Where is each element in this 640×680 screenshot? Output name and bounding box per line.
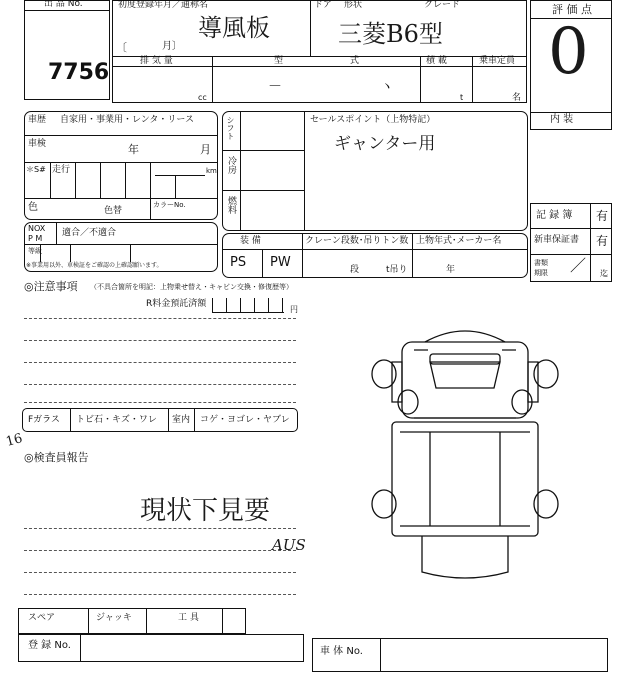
mileage-label: 走行 <box>52 165 71 175</box>
jack-label: ジャッキ <box>96 613 132 623</box>
person-unit: 名 <box>512 93 522 103</box>
warranty-value: 有 <box>596 234 609 248</box>
ps-label: PS <box>230 255 247 270</box>
door-label: ドア <box>314 0 332 10</box>
pw-label: PW <box>270 255 291 270</box>
type-label: 型 <box>274 56 284 66</box>
recycle-label: R料金預託済額 <box>146 299 207 309</box>
ton-unit: t <box>460 93 464 102</box>
grade-label: グレード <box>424 0 461 10</box>
record-value: 有 <box>596 209 609 223</box>
score-label: 評 価 点 <box>552 3 592 16</box>
pm-label: P M <box>28 234 43 243</box>
history-label: 車歴 <box>28 115 47 125</box>
registration-label: 登 録 No. <box>28 640 71 651</box>
registration-label: 初度登録年月／通称名 <box>118 0 209 10</box>
reg-bracket-left: 〔 <box>116 41 127 54</box>
caution-label: ◎注意事項 <box>24 280 78 293</box>
ac-label: 冷房 <box>226 156 236 174</box>
color-change-label: 色替 <box>104 206 123 216</box>
nox-status: 適合／不適合 <box>62 228 117 238</box>
type-value: － <box>268 79 282 95</box>
shift-label: シフト <box>226 116 235 140</box>
shape-label: 形状 <box>344 0 363 10</box>
interior-items: コゲ・ヨゴレ・ヤブレ <box>200 415 290 425</box>
interior-room-label: 室内 <box>172 415 191 425</box>
windshield <box>430 362 500 388</box>
cab-roof <box>425 331 505 342</box>
stage-unit: 段 <box>350 265 360 275</box>
nox-label: NOX <box>28 224 46 233</box>
body-year-unit: 年 <box>446 265 456 275</box>
truck-damage-diagram <box>370 322 560 592</box>
glass-label: Fガラス <box>28 415 60 425</box>
fine-print: ※事業用以外、車検証をご確認の上確認願います。 <box>26 262 163 269</box>
equip-label: 装 備 <box>240 236 261 246</box>
tools-label: 工 具 <box>178 613 199 623</box>
warranty-label: 新車保証書 <box>534 235 580 245</box>
yen-unit: 円 <box>290 305 298 314</box>
lift-unit: t吊り <box>386 265 408 275</box>
document-value: ／ <box>570 256 587 275</box>
report-handwritten: 現状下見要 <box>140 496 271 526</box>
reg-month-suffix: 月〕 <box>162 41 182 52</box>
fuel-label: 燃料 <box>226 196 236 214</box>
lot-number: 7756 <box>48 60 110 85</box>
aptitude-label: 等級 <box>28 247 42 255</box>
margin-number: 16 <box>4 431 25 450</box>
load-label: 積 載 <box>426 56 447 66</box>
formula-value: ヽ <box>380 79 394 95</box>
sales-point-handwritten: ギャンター用 <box>334 134 436 154</box>
sales-point-label: セールスポイント（上物特記） <box>310 115 436 125</box>
inspection-year-unit: 年 <box>128 143 139 156</box>
color-no-label: カラーNo. <box>153 201 186 209</box>
report-label: ◎検査員報告 <box>24 451 89 464</box>
displacement-label: 排 気 量 <box>140 56 173 66</box>
lot-number-box <box>24 0 110 100</box>
document-suffix: 迄 <box>600 269 608 278</box>
cc-unit: cc <box>198 93 207 102</box>
capacity-label: 乗車定員 <box>479 56 516 66</box>
lot-label: 出 品 No. <box>44 0 83 9</box>
history-options: 自家用・事業用・レンタ・リース <box>60 115 194 125</box>
formula-label: 式 <box>350 56 360 66</box>
score-handwritten: 0 <box>548 15 589 89</box>
cargo-bed <box>392 422 538 536</box>
interior-score-label: 内 装 <box>550 114 574 125</box>
km-unit: km <box>206 167 217 175</box>
document-label: 書類期限 <box>534 259 548 277</box>
inspection-month-unit: 月 <box>200 143 211 156</box>
caution-subtitle: （不具合箇所を明記：上物乗せ替え・キャビン交換・修復歴等） <box>90 283 293 291</box>
mileage-star: ＊S# <box>26 165 46 174</box>
color-label: 色 <box>28 202 38 213</box>
shift-box <box>222 111 528 231</box>
grade-handwritten: 三菱B6型 <box>338 20 443 48</box>
model-name-handwritten: 導風板 <box>198 14 270 42</box>
spare-label: スペア <box>28 613 56 623</box>
glass-items: トビ石・キズ・ワレ <box>76 415 157 425</box>
inspector-signature: AUS <box>272 536 306 554</box>
inspection-label: 車検 <box>28 139 47 149</box>
body-label: 上物年式･メーカー名 <box>416 236 502 246</box>
record-label: 記 録 簿 <box>536 210 573 221</box>
crane-label: クレーン段数･吊りトン数 <box>305 236 409 246</box>
chassis-label: 車 体 No. <box>320 646 363 657</box>
